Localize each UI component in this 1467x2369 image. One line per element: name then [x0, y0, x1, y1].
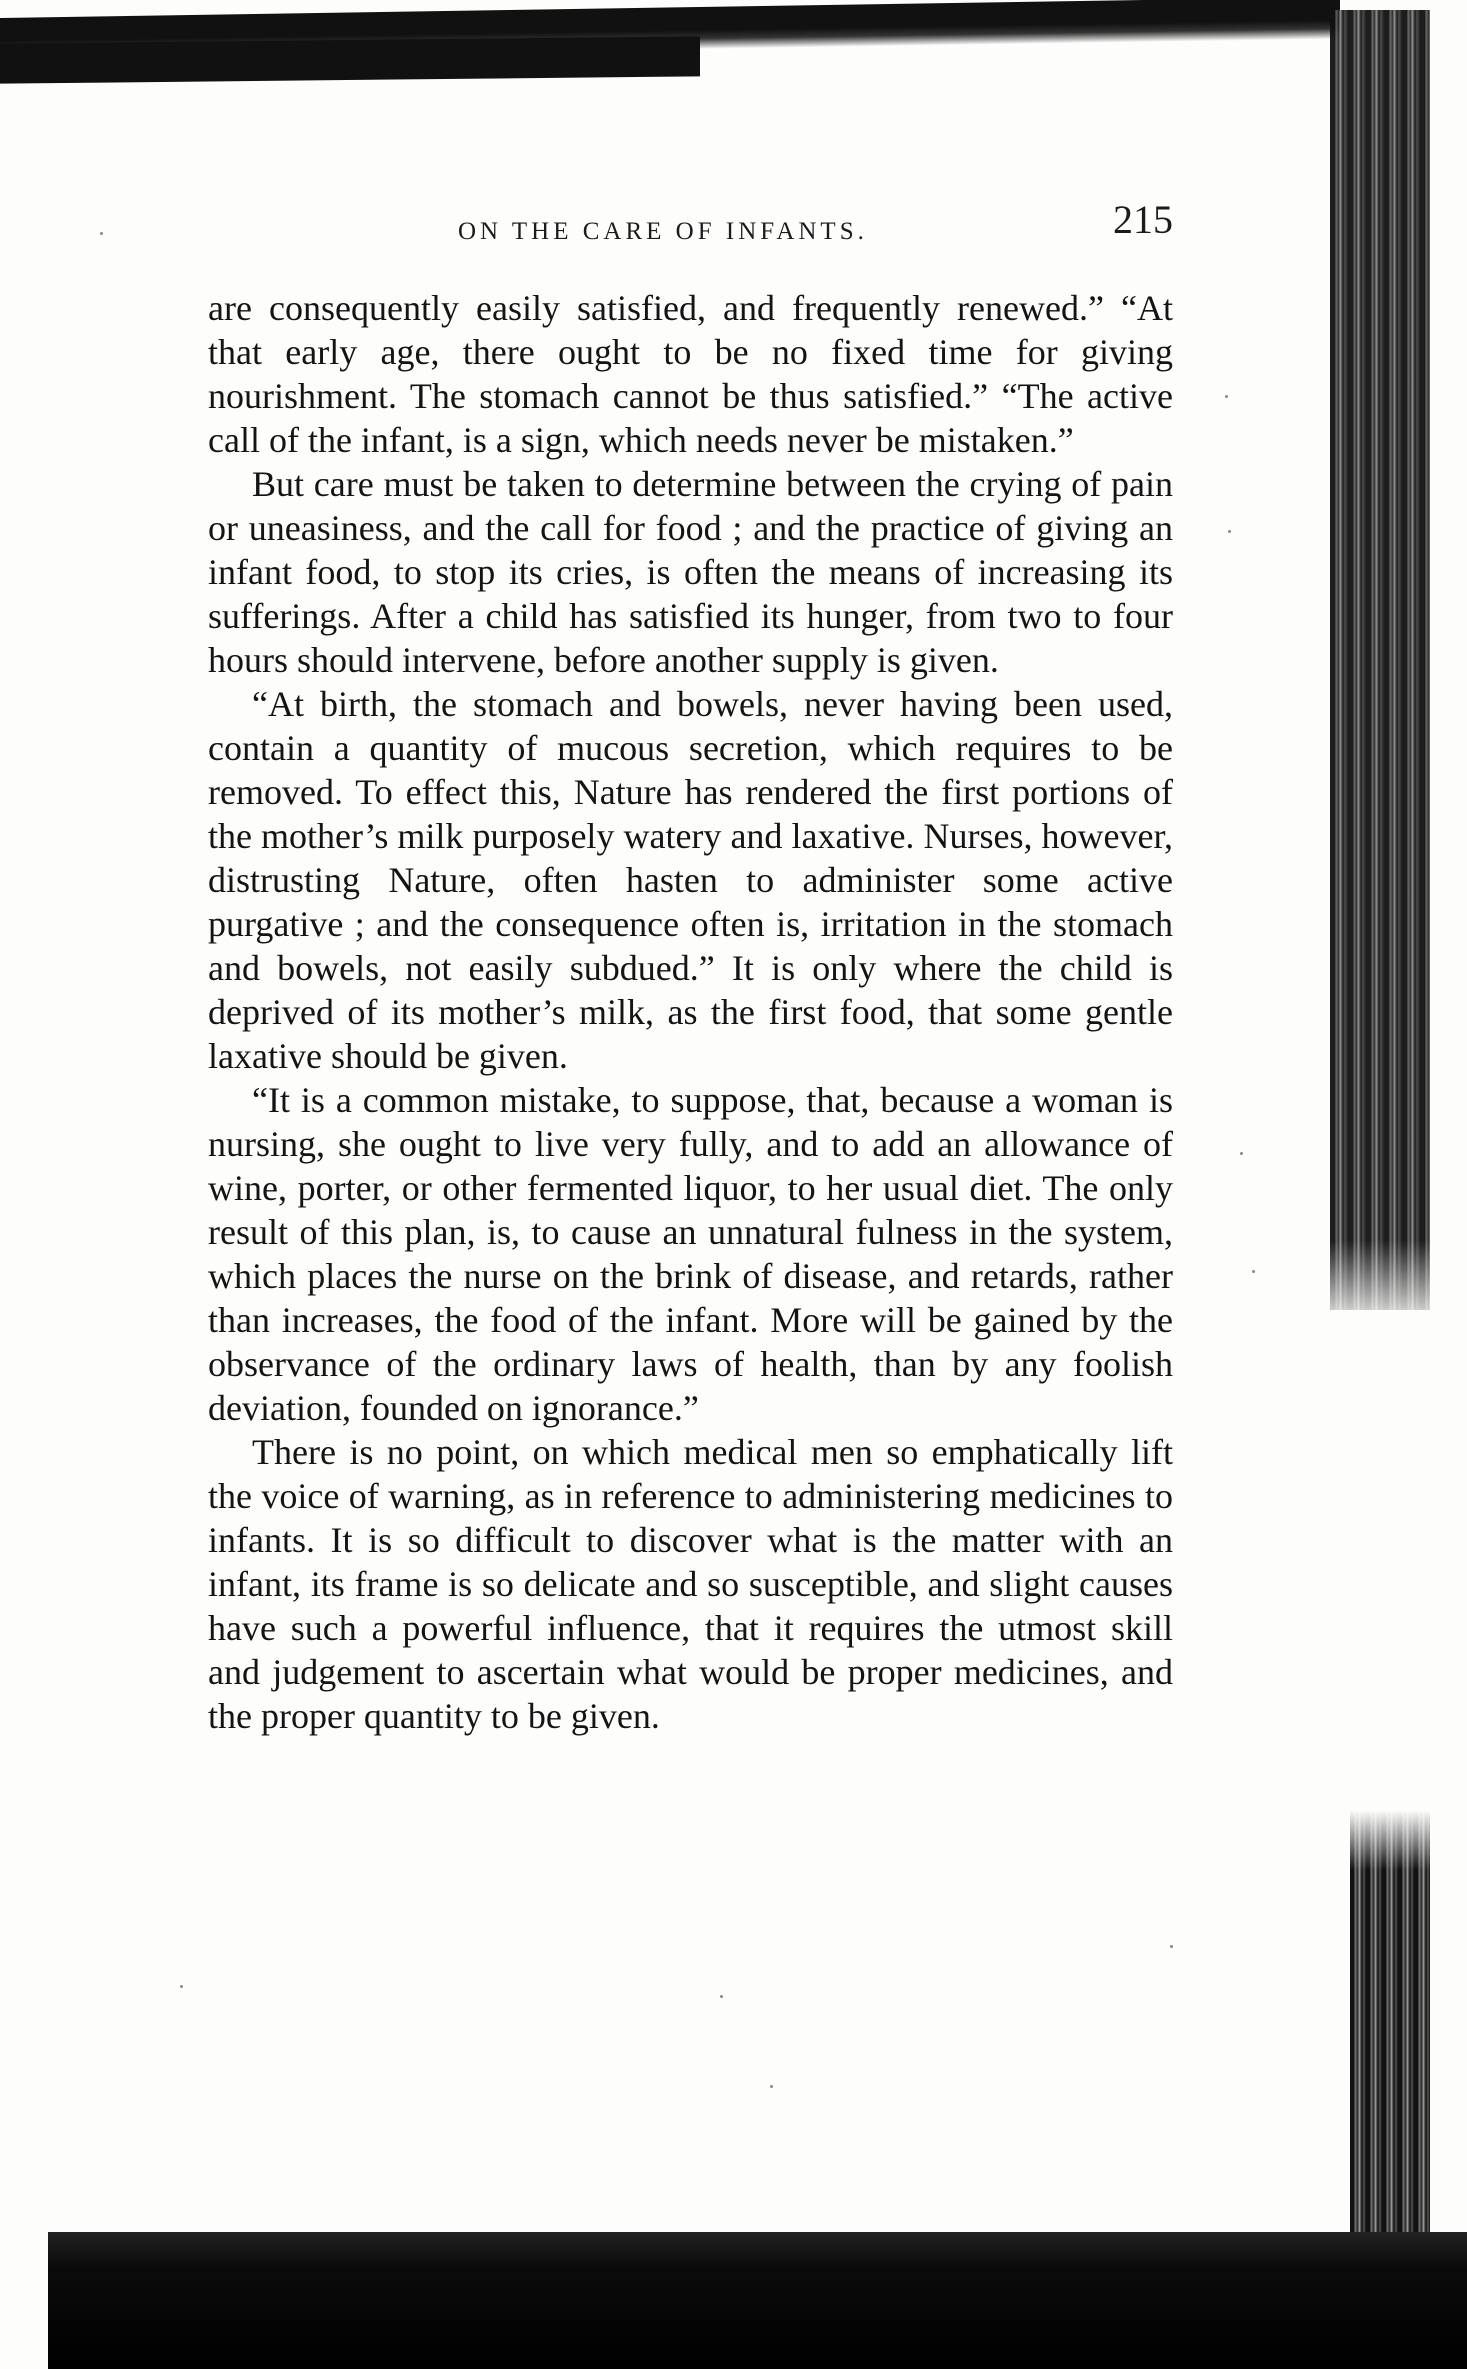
book-edge-fade [1330, 1240, 1430, 1330]
paragraph: “At birth, the stomach and bowels, never having been used, contain a quantity of mucous secretion, which requires to be removed. To effect this, Nature has rendered the first portions of the mother’s milk purposely watery and laxative. Nurses, however, distrusting Nature, often hasten to administer some active purgative ; and the consequence often is, irritation in the stomach and bowels, not easily subdued.” It is only where the child is deprived of its mother’s milk, as the first food, that some gentle laxative should be given. [208, 684, 1173, 1076]
scan-speck [1225, 395, 1228, 398]
scan-speck [720, 1995, 723, 1998]
body-text [208, 286, 1173, 1738]
scan-speck [180, 1985, 183, 1988]
scan-speck [1170, 1945, 1173, 1948]
scan-speck [1228, 530, 1231, 533]
page-number: 215 [1113, 197, 1173, 242]
scan-speck [100, 232, 103, 235]
book-edge-fade [1350, 1810, 1430, 1870]
scan-speck [770, 2085, 773, 2088]
scan-shadow-bottom [48, 2232, 1467, 2369]
book-edge-right-lower [1350, 1810, 1430, 2240]
scan-shadow-top-left [0, 36, 700, 83]
paragraph: But care must be taken to determine between the crying of pain or uneasiness, and the call for food ; and the practice of giving an infant food, to stop its cries, is often the means of increasing its sufferings. After a child has satisfied its hunger, from two to four hours should intervene, before another supply is given. [208, 464, 1173, 680]
scan-speck [1240, 1152, 1243, 1155]
book-edge-right-upper [1330, 10, 1430, 1310]
paragraph: “It is a common mistake, to suppose, that, because a woman is nursing, she ought to live very fully, and to add an allowance of wine, porter, or other fermented liquor, to her usual diet. The only result of this plan, is, to cause an unnatural fulness in the system, which places the nurse on the brink of disease, and retards, rather than increases, the food of the infant. More will be gained by the observance of the ordinary laws of health, than by any foolish deviation, founded on ignorance.” [208, 1080, 1173, 1428]
scan-speck [1252, 1270, 1255, 1273]
running-head [208, 196, 1173, 256]
running-title: ON THE CARE OF INFANTS. [458, 218, 868, 245]
paragraph: are consequently easily satisfied, and frequently renewed.” “At that early age, there ought to be no fixed time for giving nourishment. The stomach cannot be thus satisfied.” “The active call of the infant, is a sign, which needs never be mistaken.” [208, 288, 1173, 460]
paragraph: There is no point, on which medical men so emphatically lift the voice of warning, as in reference to administering medicines to infants. It is so difficult to discover what is the matter with an infant, its frame is so delicate and so susceptible, and slight causes have such a powerful influence, that it requires the utmost skill and judgement to ascertain what would be proper medicines, and the proper quantity to be given. [208, 1432, 1173, 1736]
